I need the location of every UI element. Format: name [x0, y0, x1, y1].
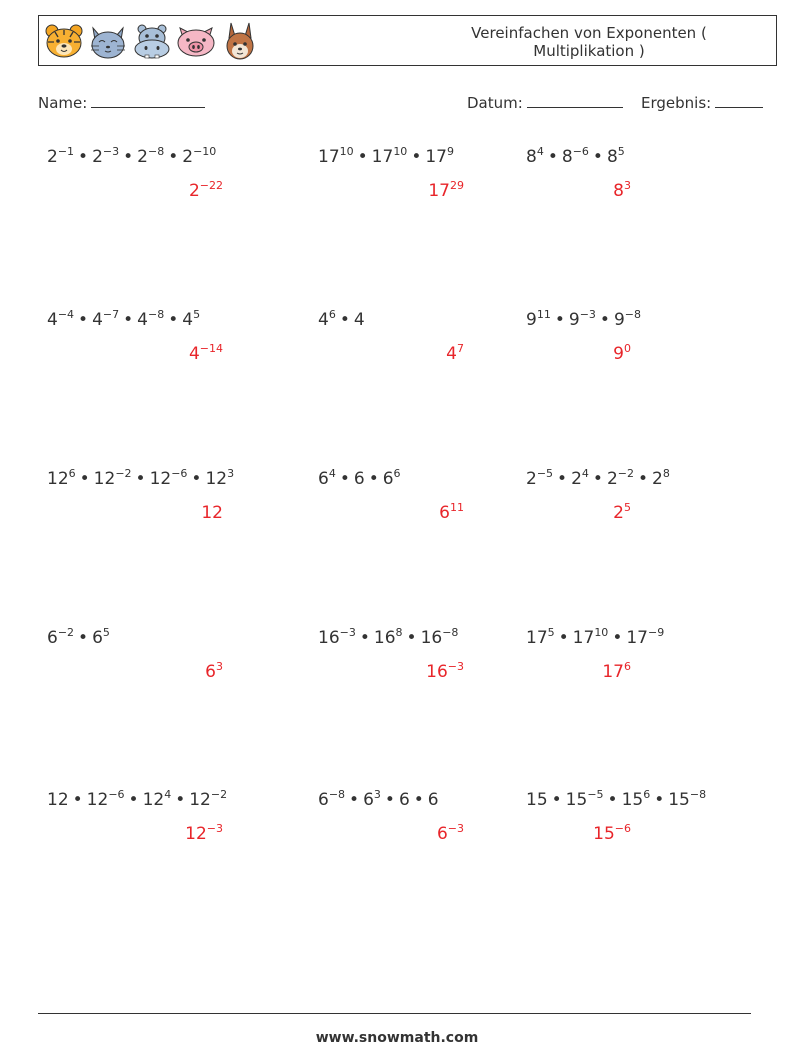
multiply-dot: •	[599, 310, 610, 330]
multiply-dot: •	[592, 147, 603, 167]
term-exponent: 9	[446, 145, 454, 158]
term-base: 15	[668, 790, 690, 810]
term-base: 4	[137, 310, 148, 330]
answer-exponent: 11	[450, 501, 464, 514]
multiply-dot: •	[128, 790, 139, 810]
multiply-dot: •	[191, 469, 202, 489]
problem-expression	[526, 146, 756, 168]
term-base: 6	[398, 790, 410, 810]
term-base: 12	[93, 469, 116, 489]
multiply-dot: •	[558, 628, 569, 648]
term-base: 2	[47, 147, 58, 167]
header-box	[38, 15, 777, 66]
multiply-dot: •	[79, 469, 90, 489]
answer-exponent: −3	[206, 822, 223, 835]
term-exponent: −2	[617, 467, 634, 480]
hippo-icon	[131, 20, 173, 62]
term-base: 17	[572, 628, 595, 648]
term-base: 2	[571, 469, 582, 489]
answer-base: 6	[205, 662, 216, 682]
name-field	[38, 93, 205, 112]
answer-exponent: −22	[199, 179, 223, 192]
term-exponent: −9	[647, 626, 665, 639]
term-exponent: −8	[624, 308, 641, 321]
problem-expression	[318, 789, 548, 811]
answer-exponent: −3	[447, 822, 464, 835]
problem-item	[47, 467, 277, 523]
term-exponent: 4	[328, 467, 336, 480]
answer-base: 8	[613, 181, 624, 201]
multiply-dot: •	[339, 469, 350, 489]
answer-base: 9	[613, 344, 624, 364]
term-exponent: −7	[102, 308, 120, 321]
answer-base: 4	[446, 344, 457, 364]
term-base: 2	[182, 147, 194, 167]
term-base: 9	[568, 310, 580, 330]
cat-icon	[87, 20, 129, 62]
multiply-dot: •	[123, 310, 134, 330]
problem-item	[318, 145, 548, 201]
answer-base: 4	[188, 344, 200, 364]
term-base: 12	[189, 790, 211, 810]
term-exponent: 8	[662, 467, 670, 480]
term-exponent: 8	[395, 626, 403, 639]
problem-item	[47, 308, 277, 364]
problem-expression	[47, 789, 277, 811]
multiply-dot: •	[612, 628, 623, 648]
problem-expression	[47, 309, 277, 331]
pig-icon	[175, 20, 217, 62]
multiply-dot: •	[413, 790, 424, 810]
title-line-2: Multiplikation )	[533, 42, 645, 60]
term-exponent: 11	[536, 308, 551, 321]
multiply-dot: •	[78, 628, 89, 648]
term-exponent: −6	[108, 788, 125, 801]
problem-item	[526, 788, 756, 844]
multiply-dot: •	[551, 790, 562, 810]
term-exponent: −5	[587, 788, 604, 801]
problem-answer	[437, 823, 464, 845]
footer-url: www.snowmath.com	[315, 1030, 479, 1046]
term-exponent: 10	[393, 145, 408, 158]
term-base: 17	[526, 628, 548, 648]
answer-base: 2	[613, 503, 624, 523]
answer-exponent: 5	[624, 501, 631, 514]
multiply-dot: •	[557, 469, 568, 489]
title-line-1: Vereinfachen von Exponenten (	[471, 24, 707, 42]
problem-expression	[526, 789, 756, 811]
problem-item	[318, 467, 548, 523]
term-base: 4	[318, 310, 329, 330]
term-base: 4	[92, 310, 103, 330]
term-base: 8	[561, 147, 573, 167]
answer-exponent: −3	[447, 660, 464, 673]
problem-answer	[426, 661, 464, 683]
problem-answer	[439, 502, 464, 524]
multiply-dot: •	[349, 790, 360, 810]
answer-base: 6	[439, 503, 450, 523]
problem-answer	[446, 343, 464, 365]
problem-answer	[205, 661, 223, 683]
multiply-dot: •	[175, 790, 186, 810]
term-exponent: −8	[147, 145, 165, 158]
problem-expression	[318, 309, 548, 331]
term-base: 8	[606, 147, 618, 167]
term-base: 6	[92, 628, 103, 648]
tiger-icon	[43, 20, 85, 62]
multiply-dot: •	[359, 628, 370, 648]
multiply-dot: •	[168, 310, 179, 330]
term-exponent: −8	[328, 788, 346, 801]
problem-item	[526, 145, 756, 201]
problem-answer	[613, 502, 631, 524]
multiply-dot: •	[384, 790, 395, 810]
problem-item	[526, 626, 756, 682]
term-base: 12	[149, 469, 172, 489]
problem-answer	[593, 823, 631, 845]
term-base: 15	[621, 790, 644, 810]
term-base: 12	[47, 469, 69, 489]
problem-item	[318, 308, 548, 364]
term-base: 6	[427, 790, 439, 810]
multiply-dot: •	[135, 469, 146, 489]
problem-expression	[47, 627, 277, 649]
problem-answer	[613, 180, 631, 202]
term-base: 6	[318, 790, 329, 810]
term-base: 12	[205, 469, 228, 489]
term-base: 17	[626, 628, 648, 648]
term-exponent: 4	[164, 788, 172, 801]
answer-exponent: 3	[216, 660, 223, 673]
multiply-dot: •	[637, 469, 649, 489]
date-label: Datum:	[467, 94, 523, 112]
term-exponent: −1	[57, 145, 75, 158]
term-exponent: −2	[57, 626, 75, 639]
result-field	[641, 93, 763, 112]
answer-exponent: 7	[457, 342, 464, 355]
rabbit-icon	[219, 20, 261, 62]
term-exponent: −5	[536, 467, 554, 480]
problem-expression	[526, 309, 756, 331]
term-exponent: −10	[193, 145, 217, 158]
answer-base: 16	[426, 662, 448, 682]
term-exponent: −6	[171, 467, 188, 480]
answer-base: 15	[593, 824, 615, 844]
multiply-dot: •	[554, 310, 565, 330]
worksheet-title	[429, 24, 749, 60]
date-field	[467, 93, 623, 112]
answer-exponent: −6	[614, 822, 631, 835]
term-base: 15	[565, 790, 588, 810]
term-base: 6	[353, 469, 365, 489]
problem-answer	[602, 661, 631, 683]
term-base: 2	[606, 469, 618, 489]
multiply-dot: •	[592, 469, 603, 489]
term-base: 15	[526, 790, 548, 810]
multiply-dot: •	[607, 790, 618, 810]
multiply-dot: •	[72, 790, 83, 810]
multiply-dot: •	[406, 628, 417, 648]
term-base: 2	[92, 147, 103, 167]
term-exponent: 4	[581, 467, 589, 480]
term-exponent: −3	[339, 626, 356, 639]
answer-base: 17	[602, 662, 624, 682]
term-base: 4	[353, 310, 365, 330]
problem-item	[47, 145, 277, 201]
term-exponent: −6	[572, 145, 589, 158]
date-blank[interactable]	[527, 93, 623, 108]
name-label: Name:	[38, 94, 88, 112]
term-base: 6	[47, 628, 58, 648]
term-exponent: 4	[536, 145, 544, 158]
problem-item	[318, 788, 548, 844]
multiply-dot: •	[547, 147, 558, 167]
term-exponent: 6	[393, 467, 401, 480]
term-exponent: −2	[115, 467, 132, 480]
problem-answer	[189, 180, 223, 202]
term-base: 6	[318, 469, 329, 489]
problem-item	[526, 467, 756, 523]
term-base: 6	[382, 469, 394, 489]
multiply-dot: •	[357, 147, 368, 167]
term-exponent: 3	[227, 467, 235, 480]
answer-base: 12	[185, 824, 207, 844]
term-base: 16	[318, 628, 340, 648]
term-exponent: −2	[210, 788, 228, 801]
term-exponent: 5	[617, 145, 625, 158]
answer-base: 2	[188, 181, 200, 201]
term-exponent: −8	[147, 308, 165, 321]
problem-expression	[318, 627, 548, 649]
term-base: 4	[47, 310, 58, 330]
multiply-dot: •	[411, 147, 422, 167]
problem-answer	[185, 823, 223, 845]
term-exponent: −8	[689, 788, 707, 801]
answer-exponent: 29	[450, 179, 464, 192]
term-base: 2	[652, 469, 663, 489]
answer-base: 6	[436, 824, 448, 844]
term-base: 12	[47, 790, 69, 810]
term-base: 2	[526, 469, 537, 489]
problem-item	[526, 308, 756, 364]
result-blank[interactable]	[715, 93, 763, 108]
term-exponent: 5	[102, 626, 110, 639]
answer-exponent: 3	[624, 179, 631, 192]
multiply-dot: •	[78, 310, 89, 330]
term-exponent: 3	[373, 788, 381, 801]
term-exponent: 5	[193, 308, 201, 321]
problem-expression	[318, 146, 548, 168]
problem-answer	[428, 180, 464, 202]
term-base: 16	[373, 628, 396, 648]
term-base: 17	[371, 147, 394, 167]
term-base: 8	[526, 147, 537, 167]
term-exponent: 6	[328, 308, 336, 321]
problem-expression	[526, 468, 756, 490]
problem-answer	[189, 343, 223, 365]
problem-item	[47, 626, 277, 682]
term-exponent: 5	[547, 626, 555, 639]
term-exponent: −4	[57, 308, 75, 321]
multiply-dot: •	[339, 310, 350, 330]
term-exponent: −8	[442, 626, 459, 639]
term-base: 2	[137, 147, 148, 167]
answer-base: 17	[428, 181, 450, 201]
problem-expression	[318, 468, 548, 490]
problem-expression	[47, 468, 277, 490]
answer-exponent: 6	[624, 660, 631, 673]
answer-exponent: 0	[624, 342, 631, 355]
problem-answer	[613, 343, 631, 365]
multiply-dot: •	[368, 469, 379, 489]
problem-expression	[47, 146, 277, 168]
multiply-dot: •	[78, 147, 89, 167]
problem-item	[47, 788, 277, 844]
problem-expression	[526, 627, 756, 649]
term-exponent: 10	[339, 145, 354, 158]
term-exponent: 10	[594, 626, 609, 639]
multiply-dot: •	[168, 147, 179, 167]
result-label: Ergebnis:	[641, 94, 712, 112]
name-blank[interactable]	[91, 93, 205, 108]
footer-divider	[38, 1013, 751, 1014]
answer-exponent: −14	[199, 342, 223, 355]
term-exponent: 6	[643, 788, 651, 801]
term-base: 12	[142, 790, 165, 810]
term-base: 16	[420, 628, 443, 648]
problem-answer	[201, 502, 223, 524]
term-base: 9	[613, 310, 625, 330]
term-exponent: −3	[102, 145, 120, 158]
term-exponent: −3	[579, 308, 596, 321]
multiply-dot: •	[123, 147, 134, 167]
animal-icons	[43, 20, 261, 62]
term-base: 4	[182, 310, 194, 330]
problem-item	[318, 626, 548, 682]
term-base: 17	[425, 147, 447, 167]
term-exponent: 6	[68, 467, 76, 480]
multiply-dot: •	[654, 790, 665, 810]
answer-base: 12	[201, 503, 223, 523]
term-base: 9	[526, 310, 537, 330]
term-base: 17	[318, 147, 340, 167]
term-base: 12	[86, 790, 109, 810]
term-base: 6	[363, 790, 374, 810]
